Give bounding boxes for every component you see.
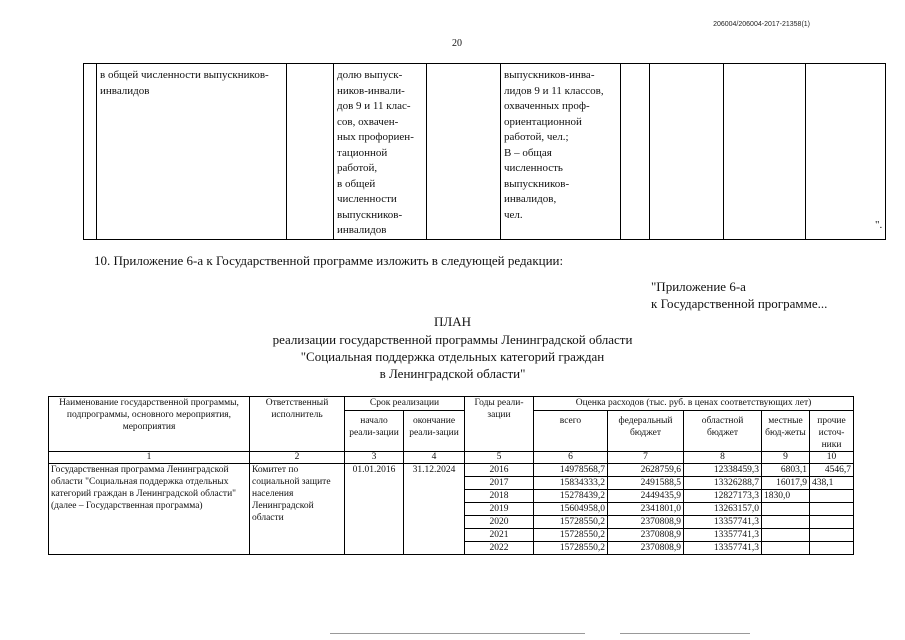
other-cell xyxy=(810,490,854,503)
total-cell: 15604958,0 xyxy=(534,503,608,516)
header-period: Срок реализации xyxy=(345,397,465,411)
column-number: 7 xyxy=(608,452,684,464)
total-cell: 15728550,2 xyxy=(534,529,608,542)
appendix-subtitle: к Государственной программе... xyxy=(651,296,828,311)
cont-cell-empty xyxy=(287,64,334,240)
local-cell: 16017,9 xyxy=(762,477,810,490)
federal-cell: 2370808,9 xyxy=(608,542,684,555)
total-cell: 15728550,2 xyxy=(534,516,608,529)
cont-cell-empty xyxy=(806,64,886,240)
document-id: 206004/206004-2017-21358(1) xyxy=(713,21,810,28)
regional-cell: 13357741,3 xyxy=(684,516,762,529)
other-cell xyxy=(810,516,854,529)
year-cell: 2017 xyxy=(465,477,534,490)
year-cell: 2022 xyxy=(465,542,534,555)
cont-cell-empty xyxy=(621,64,650,240)
other-cell: 4546,7 xyxy=(810,464,854,477)
other-cell xyxy=(810,529,854,542)
cont-cell-empty xyxy=(724,64,806,240)
other-cell xyxy=(810,542,854,555)
regional-cell: 13326288,7 xyxy=(684,477,762,490)
plan-subtitle-1: реализации государственной программы Ленинградской области xyxy=(272,332,633,347)
column-number: 5 xyxy=(465,452,534,464)
column-number: 4 xyxy=(404,452,465,464)
page-number: 20 xyxy=(452,38,462,49)
federal-cell: 2370808,9 xyxy=(608,516,684,529)
regional-cell: 13357741,3 xyxy=(684,542,762,555)
page-edge-line xyxy=(330,633,585,634)
plan-title: ПЛАН xyxy=(434,314,471,329)
regional-cell: 12338459,3 xyxy=(684,464,762,477)
header-total: всего xyxy=(534,411,608,452)
header-name: Наименование государственной программы, подпрограммы, основного мероприятия, мероприятия xyxy=(49,397,250,452)
header-years: Годы реали-зации xyxy=(465,397,534,452)
local-cell xyxy=(762,529,810,542)
local-cell xyxy=(762,542,810,555)
federal-cell: 2449435,9 xyxy=(608,490,684,503)
cont-cell-text-1: в общей численности выпускников-инвалидов xyxy=(97,64,287,240)
total-cell: 14978568,7 xyxy=(534,464,608,477)
plan-subtitle-2: "Социальная поддержка отдельных категорий граждан xyxy=(300,349,605,364)
page-edge-line xyxy=(620,633,750,634)
plan-subtitle-3: в Ленинградской области" xyxy=(379,366,526,381)
start-date: 01.01.2016 xyxy=(345,464,404,555)
year-cell: 2018 xyxy=(465,490,534,503)
column-number: 10 xyxy=(810,452,854,464)
local-cell: 1830,0 xyxy=(762,490,810,503)
column-number: 1 xyxy=(49,452,250,464)
header-executor: Ответственный исполнитель xyxy=(250,397,345,452)
end-date: 31.12.2024 xyxy=(404,464,465,555)
other-cell xyxy=(810,503,854,516)
year-cell: 2016 xyxy=(465,464,534,477)
header-start: начало реали-зации xyxy=(345,411,404,452)
cont-cell-text-5: выпускников-инва- лидов 9 и 11 классов, охваченных проф- ориентационной работой, чел.; B – общая численность выпускников- инвалидов, чел. xyxy=(501,64,621,240)
header-regional: областной бюджет xyxy=(684,411,762,452)
continuation-table xyxy=(83,63,886,240)
paragraph-10: 10. Приложение 6-а к Государственной программе изложить в следующей редакции: xyxy=(94,253,564,268)
other-cell: 438,1 xyxy=(810,477,854,490)
cont-cell-text-3: долю выпуск- ников-инвали- дов 9 и 11 клас- сов, охвачен- ных профориен- тационной работой, в общей численности выпускников- инвалидов xyxy=(334,64,427,240)
federal-cell: 2341801,0 xyxy=(608,503,684,516)
responsible-executor: Комитет по социальной защите населения Ленинградской области xyxy=(250,464,345,555)
appendix-title: "Приложение 6-а xyxy=(651,279,746,294)
plan-table xyxy=(48,396,854,555)
local-cell: 6803,1 xyxy=(762,464,810,477)
regional-cell: 12827173,3 xyxy=(684,490,762,503)
year-cell: 2021 xyxy=(465,529,534,542)
table-row xyxy=(49,464,854,477)
cont-cell-empty xyxy=(427,64,501,240)
federal-cell: 2370808,9 xyxy=(608,529,684,542)
column-number: 3 xyxy=(345,452,404,464)
cont-cell-empty xyxy=(84,64,97,240)
column-number: 2 xyxy=(250,452,345,464)
closing-quote: ". xyxy=(875,219,883,231)
header-end: окончание реали-зации xyxy=(404,411,465,452)
header-estimate: Оценка расходов (тыс. руб. в ценах соответствующих лет) xyxy=(534,397,854,411)
year-cell: 2019 xyxy=(465,503,534,516)
header-other: прочие источ-ники xyxy=(810,411,854,452)
header-local: местные бюд-жеты xyxy=(762,411,810,452)
total-cell: 15834333,2 xyxy=(534,477,608,490)
total-cell: 15278439,2 xyxy=(534,490,608,503)
local-cell xyxy=(762,503,810,516)
column-number: 9 xyxy=(762,452,810,464)
local-cell xyxy=(762,516,810,529)
column-number: 8 xyxy=(684,452,762,464)
total-cell: 15728550,2 xyxy=(534,542,608,555)
federal-cell: 2491588,5 xyxy=(608,477,684,490)
program-name: Государственная программа Ленинградской области "Социальная поддержка отдельных категорий граждан в Ленинградской области" (далее – Государственная программа) xyxy=(49,464,250,555)
column-number: 6 xyxy=(534,452,608,464)
federal-cell: 2628759,6 xyxy=(608,464,684,477)
regional-cell: 13357741,3 xyxy=(684,529,762,542)
regional-cell: 13263157,0 xyxy=(684,503,762,516)
cont-cell-empty xyxy=(650,64,724,240)
header-federal: федеральный бюджет xyxy=(608,411,684,452)
year-cell: 2020 xyxy=(465,516,534,529)
